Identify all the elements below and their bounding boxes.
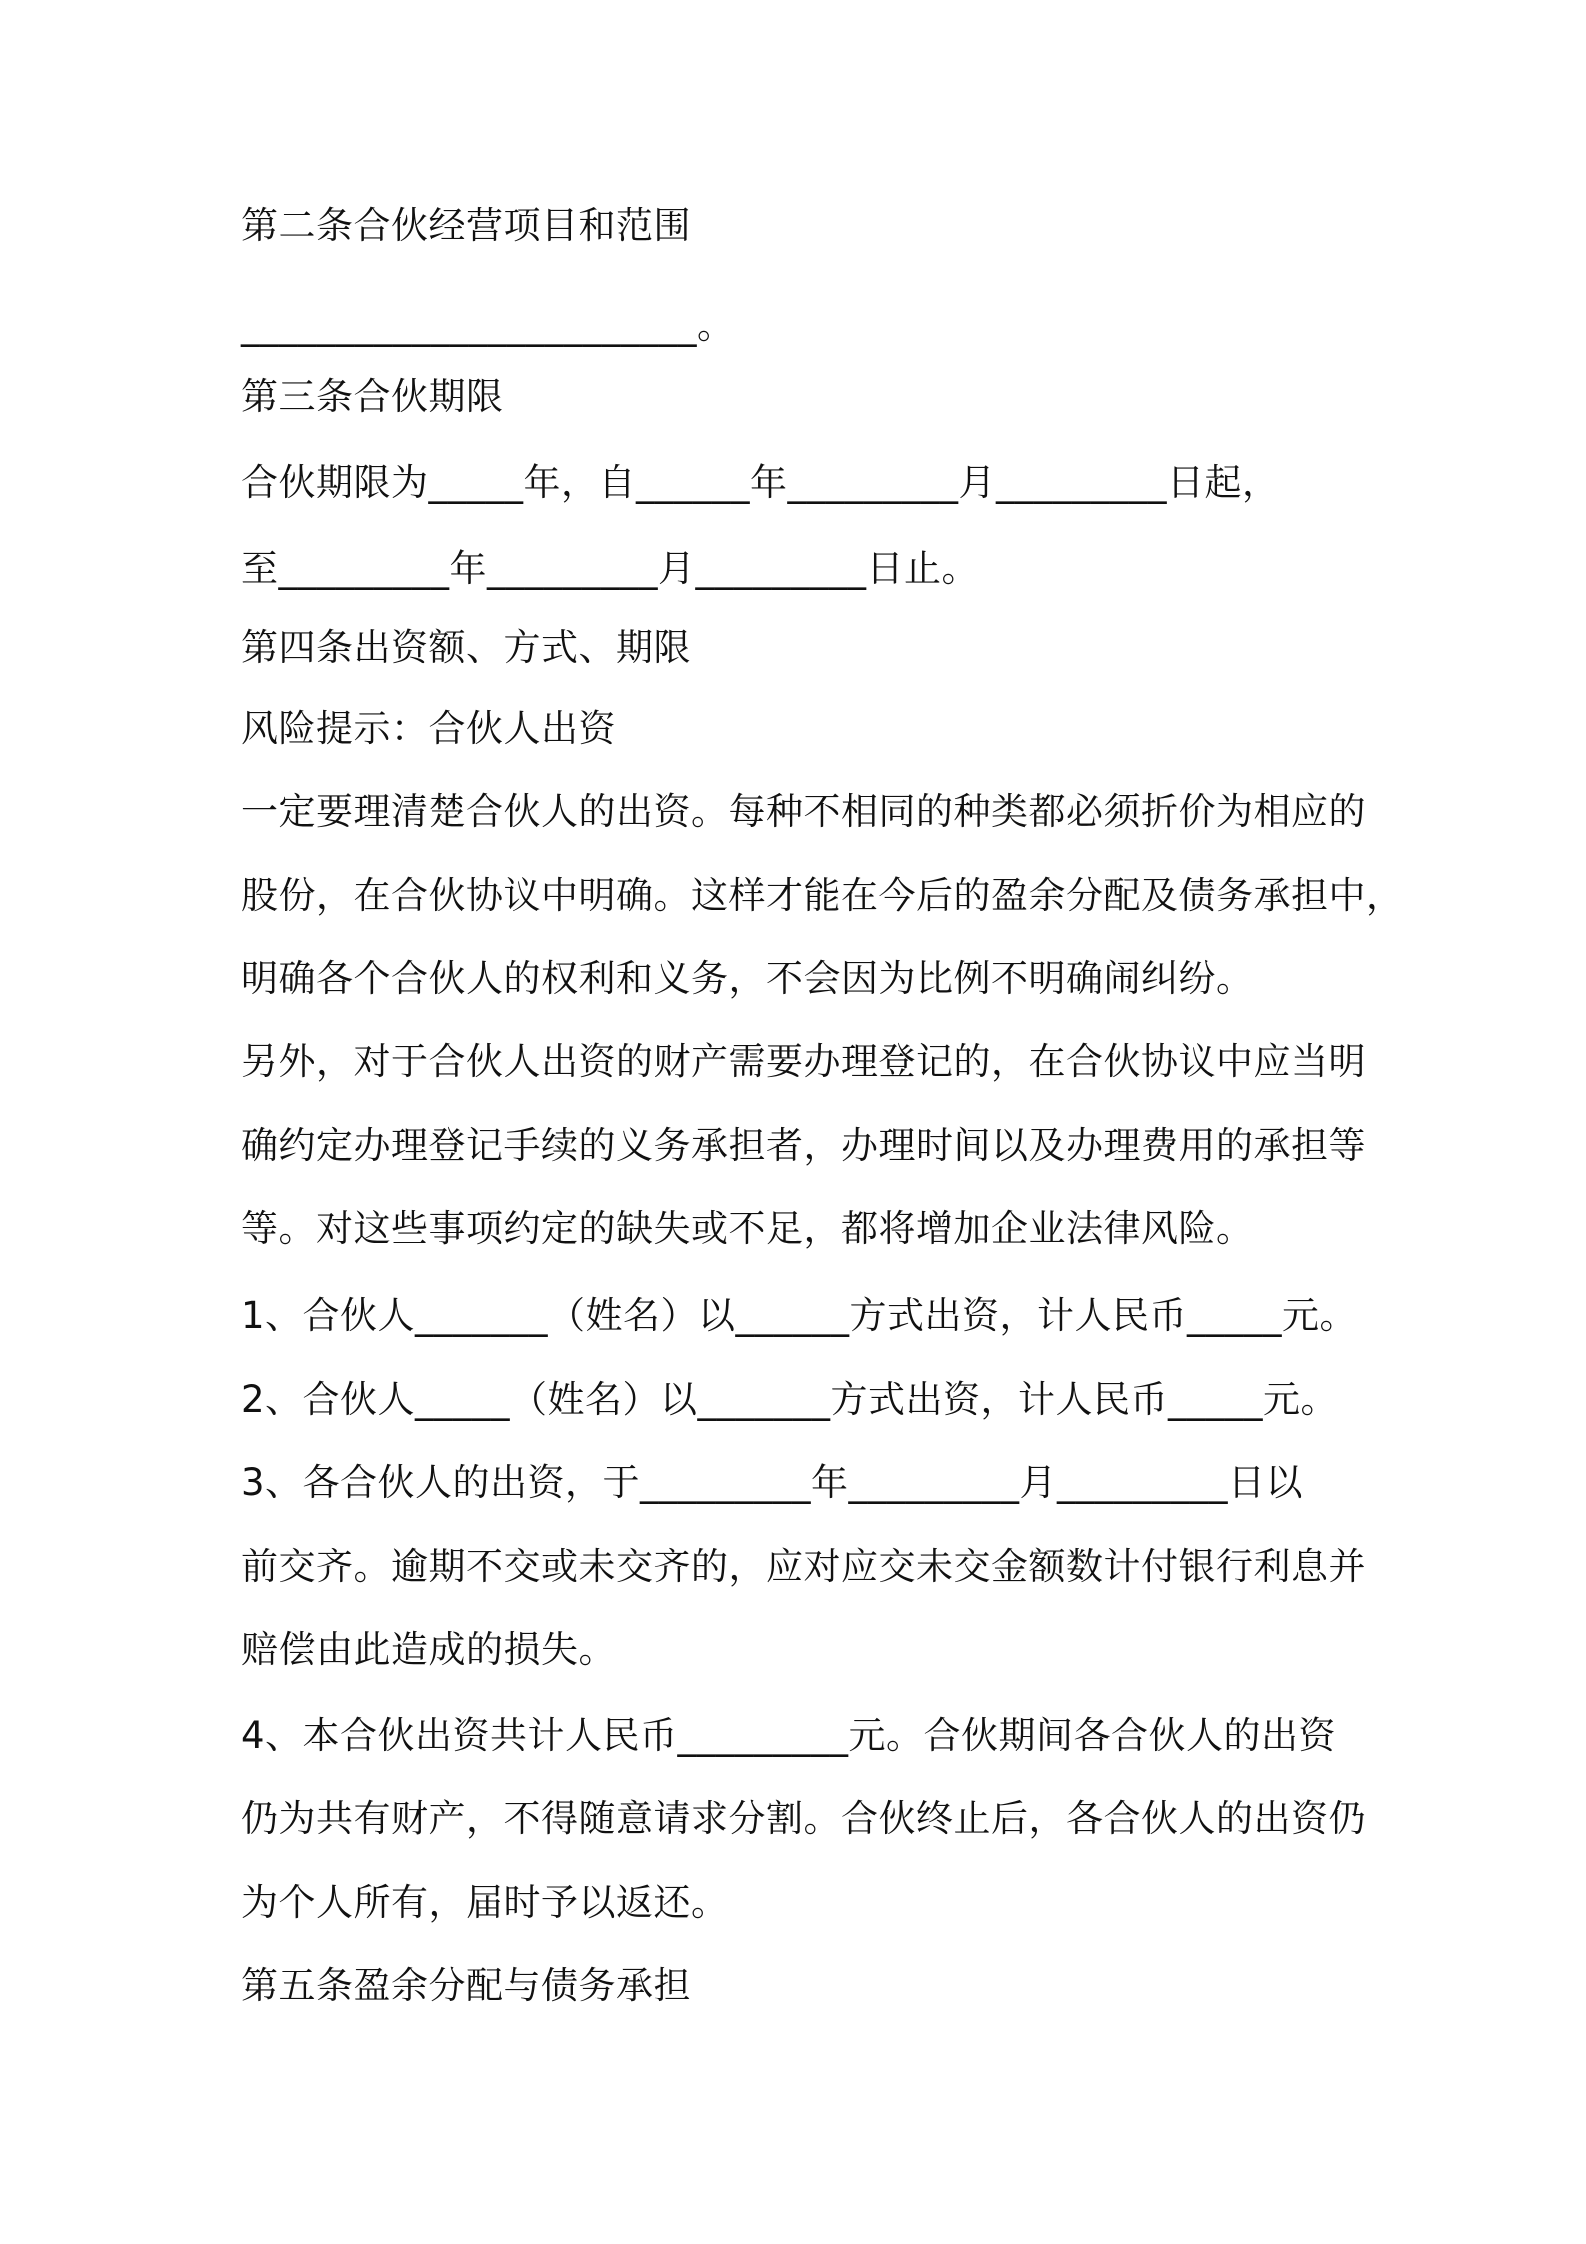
paragraph-line: 另外，对于合伙人出资的财产需要办理登记的，在合伙协议中应当明 (241, 1040, 1366, 1083)
paragraph-line: 前交齐。逾期不交或未交齐的，应对应交未交金额数计付银行利息并 (241, 1545, 1366, 1588)
paragraph-line: 等。对这些事项约定的缺失或不足，都将增加企业法律风险。 (241, 1207, 1254, 1250)
article-2-heading: 第二条合伙经营项目和范围 (241, 204, 691, 247)
article-2-blank: ________________________。 (241, 304, 735, 347)
paragraph-line: 赔偿由此造成的损失。 (241, 1628, 616, 1671)
paragraph-line: 明确各个合伙人的权利和义务，不会因为比例不明确闹纠纷。 (241, 957, 1254, 1000)
paragraph-line: 仍为共有财产，不得随意请求分割。合伙终止后，各合伙人的出资仍 (241, 1797, 1366, 1840)
risk-notice-heading: 风险提示：合伙人出资 (241, 707, 616, 750)
article-4-heading: 第四条出资额、方式、期限 (241, 626, 691, 669)
paragraph-line: 确约定办理登记手续的义务承担者，办理时间以及办理费用的承担等 (241, 1124, 1366, 1167)
clause-item-4: 4、本合伙出资共计人民币_________元。合伙期间各合伙人的出资 (241, 1714, 1337, 1757)
clause-item-2: 2、合伙人_____（姓名）以_______方式出资，计人民币_____元。 (241, 1378, 1339, 1421)
article-3-term-line: 合伙期限为_____年，自______年_________月_________日起， (241, 461, 1280, 504)
paragraph-line: 一定要理清楚合伙人的出资。每种不相同的种类都必须折价为相应的 (241, 790, 1366, 833)
article-3-heading: 第三条合伙期限 (241, 375, 504, 418)
article-3-term-end-line: 至_________年_________月_________日止。 (241, 547, 979, 590)
paragraph-line: 为个人所有，届时予以返还。 (241, 1881, 729, 1924)
article-5-heading: 第五条盈余分配与债务承担 (241, 1964, 691, 2007)
clause-item-3: 3、各合伙人的出资，于_________年_________月_________日以 (241, 1461, 1304, 1504)
paragraph-line: 股份，在合伙协议中明确。这样才能在今后的盈余分配及债务承担中， (241, 874, 1404, 917)
clause-item-1: 1、合伙人_______（姓名）以______方式出资，计人民币_____元。 (241, 1294, 1358, 1337)
